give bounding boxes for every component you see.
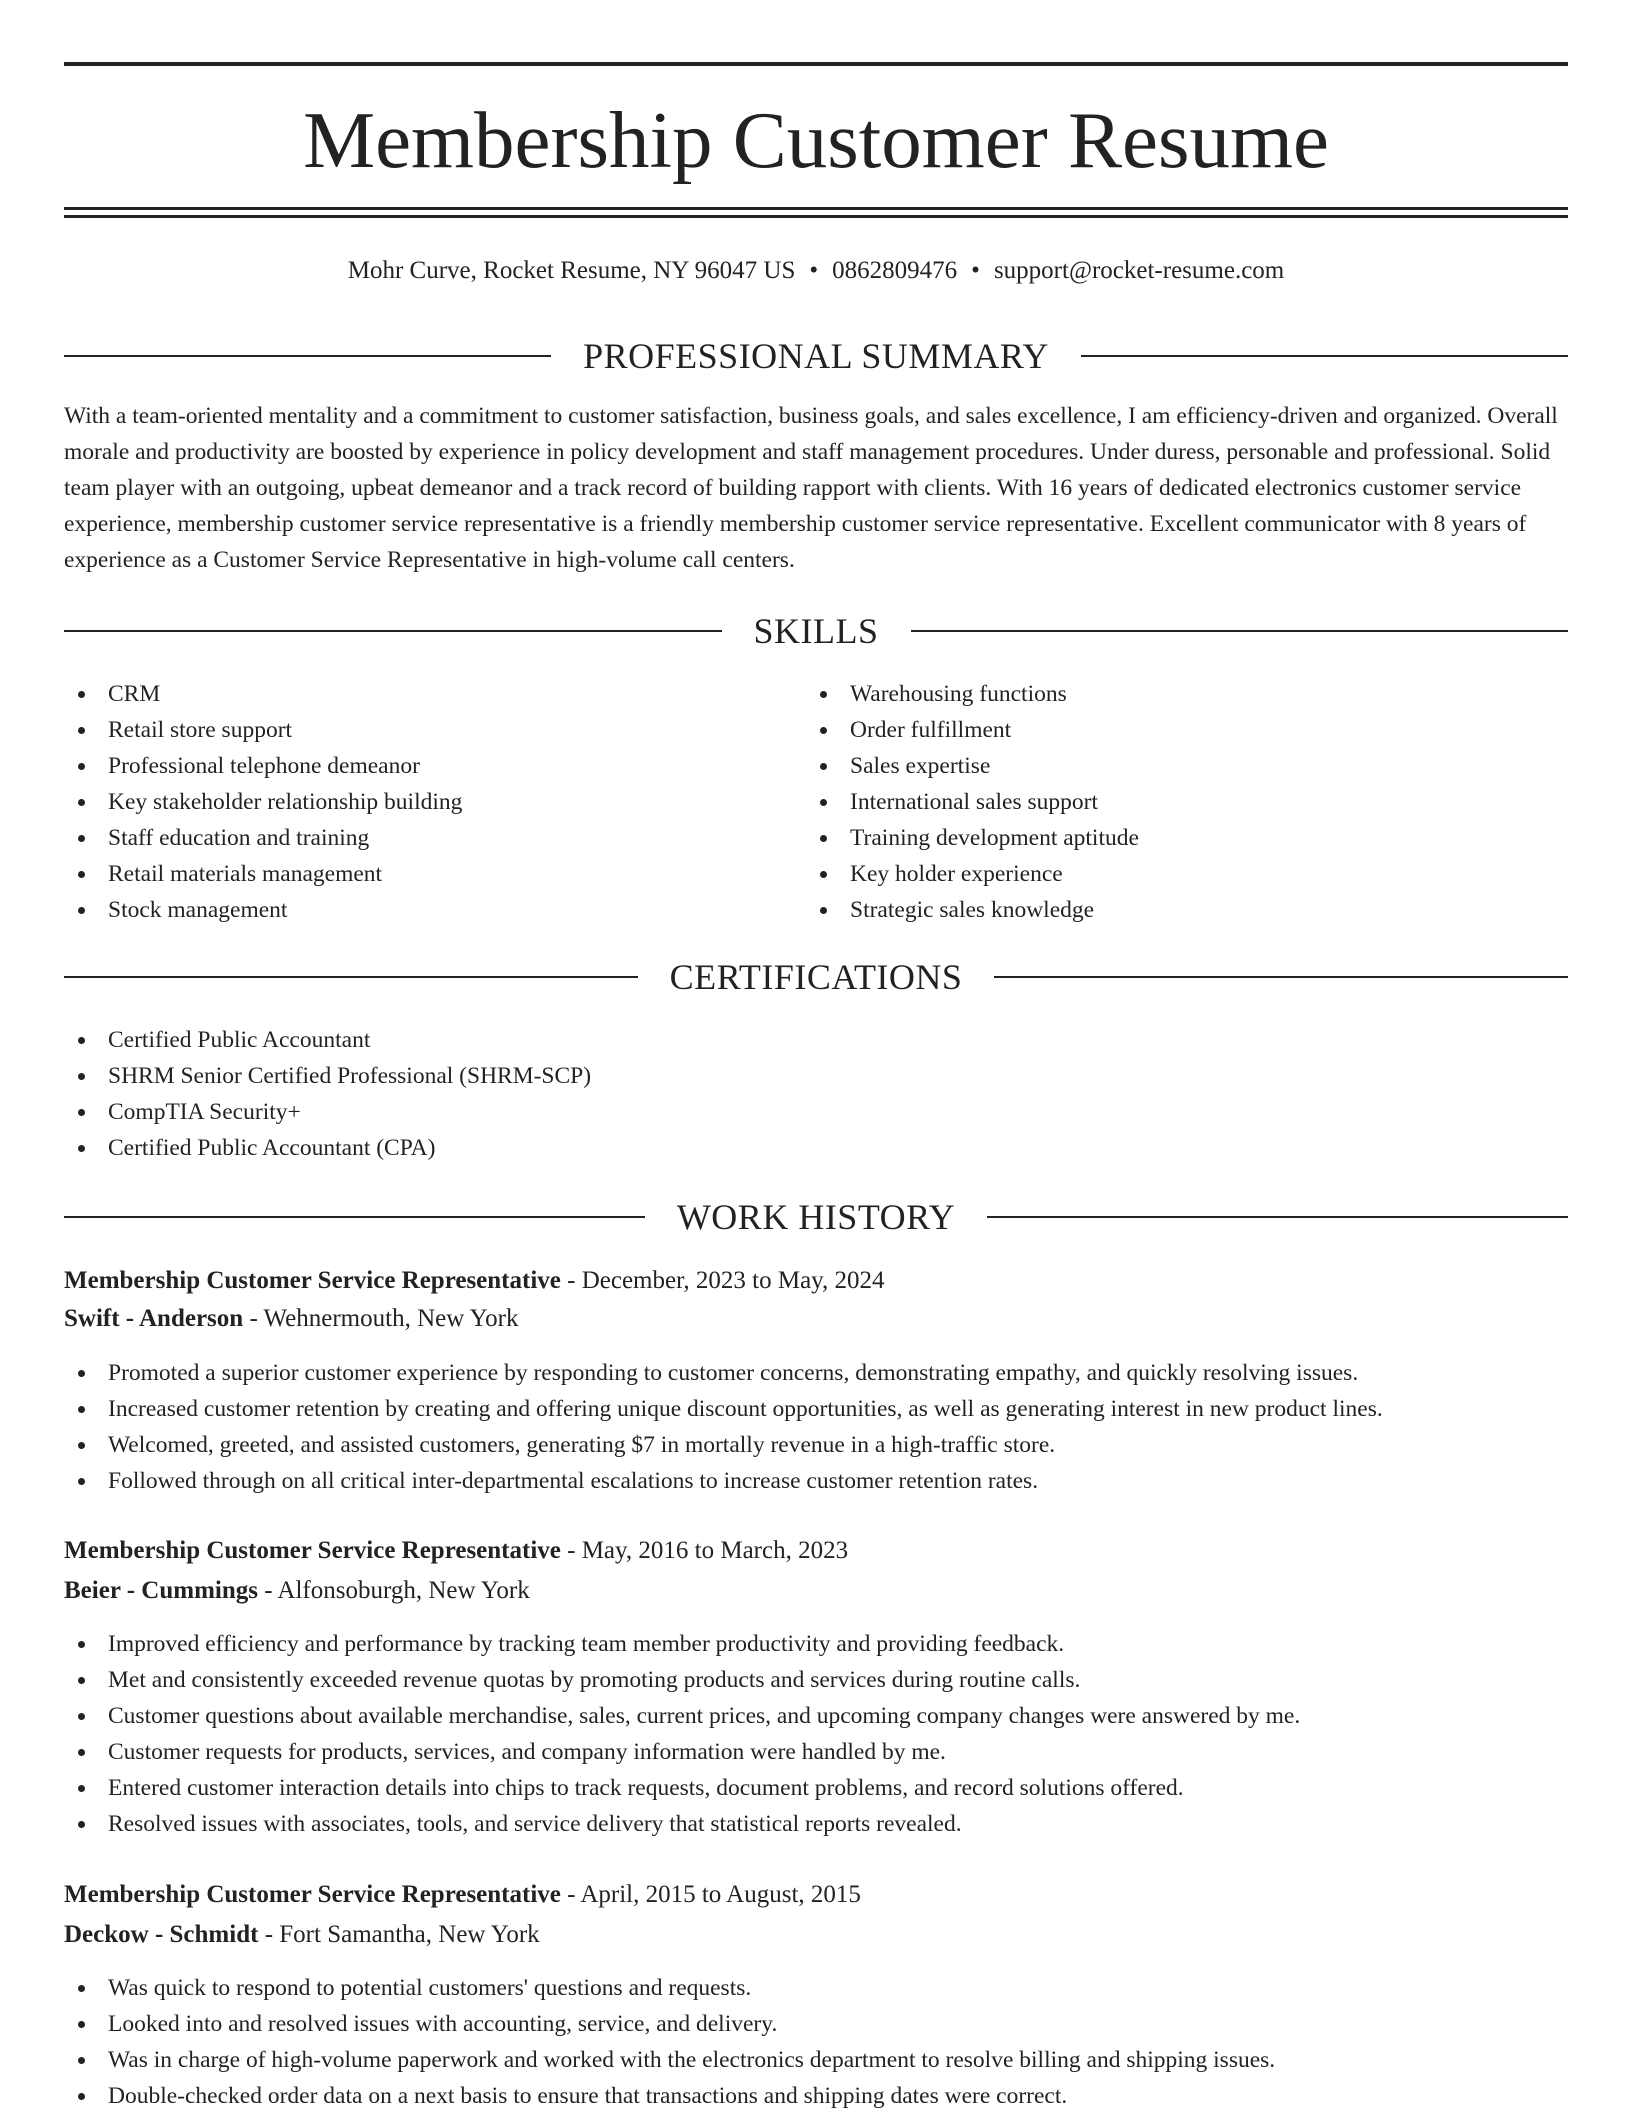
summary-text: With a team-oriented mentality and a commitment to customer satisfaction, business goals, and sales excellence, I am efficiency-driven and organized. Overall morale and productivity are boosted by experience in policy development and staff management procedures. Under duress, personable and professional. Solid team player with an outgoing, upbeat demeanor and a track record of building rapport with clients. With 16 years of dedicated electronics customer service experience, membership customer service representative is a friendly membership customer service representative. Excellent communicator with 8 years of experience as a Customer Service Representative in high-volume call centers. [64, 403, 1558, 573]
heading-rule [987, 1216, 1568, 1218]
job-bullet: Was quick to respond to potential customers' questions and requests. [64, 1970, 1568, 2006]
section-heading-skills [64, 609, 1568, 653]
skills-list-left [64, 676, 804, 928]
contact-email[interactable]: support@rocket-resume.com [993, 257, 1285, 284]
heading-rule [911, 630, 1569, 632]
job-bullets [64, 1355, 1568, 1499]
title-rule-upper [64, 207, 1568, 210]
heading-rule [64, 1216, 645, 1218]
job-company: Beier - Cummings [64, 1577, 258, 1604]
job-title-line [64, 1532, 848, 1570]
job-bullet: Looked into and resolved issues with accounting, service, and delivery. [64, 2006, 1568, 2042]
section-heading-work-history [64, 1195, 1568, 1239]
section-heading-summary [64, 334, 1568, 378]
job-dates: - April, 2015 to August, 2015 [560, 1881, 861, 1908]
job-company-line [64, 1916, 540, 1954]
job-dates: - December, 2023 to May, 2024 [560, 1267, 885, 1294]
section-title: CERTIFICATIONS [669, 957, 963, 997]
skill-item: Sales expertise [806, 748, 1546, 784]
job-dates: - May, 2016 to March, 2023 [560, 1537, 849, 1564]
heading-rule [1081, 355, 1568, 357]
certification-item: Certified Public Accountant [64, 1022, 1568, 1058]
job-company: Swift - Anderson [64, 1305, 244, 1332]
section-heading-certifications [64, 955, 1568, 999]
job-bullet: Double-checked order data on a next basis to ensure that transactions and shipping dates were correct. [64, 2078, 1568, 2114]
skill-item: Retail materials management [64, 856, 804, 892]
job-title-line [64, 1876, 861, 1914]
job-bullet: Improved efficiency and performance by tracking team member productivity and providing feedback. [64, 1626, 1568, 1662]
job-title: Membership Customer Service Representative [64, 1537, 561, 1564]
job-company-line [64, 1300, 518, 1338]
contact-address: Mohr Curve, Rocket Resume, NY 96047 US [347, 257, 796, 284]
skill-item: Warehousing functions [806, 676, 1546, 712]
skill-item: Key stakeholder relationship building [64, 784, 804, 820]
job-title: Membership Customer Service Representative [64, 1881, 561, 1908]
section-title: PROFESSIONAL SUMMARY [583, 336, 1049, 376]
job-bullet: Was in charge of high-volume paperwork and worked with the electronics department to resolve billing and shipping issues. [64, 2042, 1568, 2078]
contact-line [64, 254, 1568, 288]
section-title: SKILLS [753, 611, 879, 651]
contact-phone[interactable]: 0862809476 [832, 257, 958, 284]
job-location: - Wehnermouth, New York [243, 1305, 519, 1332]
heading-rule [64, 630, 722, 632]
job-bullets [64, 1626, 1568, 1842]
skill-item: Training development aptitude [806, 820, 1546, 856]
skill-item: International sales support [806, 784, 1546, 820]
page-title: Membership Customer Resume [303, 95, 1329, 185]
contact-separator: • [971, 257, 980, 284]
heading-rule [994, 976, 1568, 978]
job-title: Membership Customer Service Representative [64, 1267, 561, 1294]
job-title-line [64, 1262, 885, 1300]
job-location: - Alfonsoburgh, New York [257, 1577, 530, 1604]
job-bullet: Met and consistently exceeded revenue quotas by promoting products and services during routine calls. [64, 1662, 1568, 1698]
job-company-line [64, 1572, 530, 1610]
job-bullet: Entered customer interaction details into chips to track requests, document problems, and record solutions offered. [64, 1770, 1568, 1806]
skill-item: Stock management [64, 892, 804, 928]
job-location: - Fort Samantha, New York [258, 1921, 540, 1948]
top-rule [64, 62, 1568, 66]
skill-item: CRM [64, 676, 804, 712]
contact-separator: • [809, 257, 819, 284]
title-rule-lower [64, 215, 1568, 218]
skill-item: Staff education and training [64, 820, 804, 856]
heading-rule [64, 355, 551, 357]
certification-item: CompTIA Security+ [64, 1094, 1568, 1130]
job-company: Deckow - Schmidt [64, 1921, 259, 1948]
job-bullet: Resolved issues with associates, tools, and service delivery that statistical reports revealed. [64, 1806, 1568, 1842]
skill-item: Key holder experience [806, 856, 1546, 892]
skills-list-right [806, 676, 1546, 928]
skill-item: Order fulfillment [806, 712, 1546, 748]
certification-item: Certified Public Accountant (CPA) [64, 1130, 1568, 1166]
job-bullet: Customer requests for products, services, and company information were handled by me. [64, 1734, 1568, 1770]
job-bullet: Followed through on all critical inter-departmental escalations to increase customer retention rates. [64, 1463, 1568, 1499]
skill-item: Retail store support [64, 712, 804, 748]
certification-item: SHRM Senior Certified Professional (SHRM-SCP) [64, 1058, 1568, 1094]
job-bullet: Promoted a superior customer experience by responding to customer concerns, demonstrating empathy, and quickly resolving issues. [64, 1355, 1568, 1391]
job-bullet: Customer questions about available merchandise, sales, current prices, and upcoming company changes were answered by me. [64, 1698, 1568, 1734]
skill-item: Strategic sales knowledge [806, 892, 1546, 928]
skill-item: Professional telephone demeanor [64, 748, 804, 784]
job-bullet: Welcomed, greeted, and assisted customers, generating $7 in mortally revenue in a high-traffic store. [64, 1427, 1568, 1463]
section-title: WORK HISTORY [676, 1197, 956, 1237]
job-bullets [64, 1970, 1568, 2114]
heading-rule [64, 976, 638, 978]
job-bullet: Increased customer retention by creating and offering unique discount opportunities, as well as generating interest in new product lines. [64, 1391, 1568, 1427]
certifications-list [64, 1022, 1568, 1166]
